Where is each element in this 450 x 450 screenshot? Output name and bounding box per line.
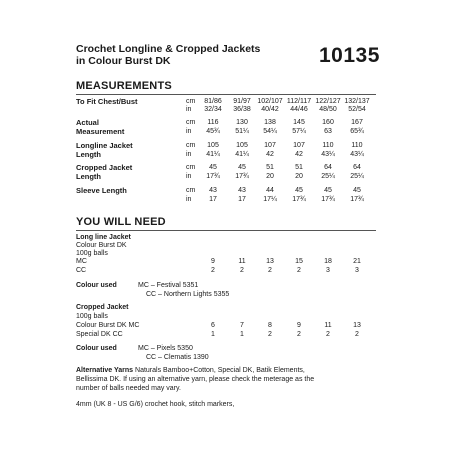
longline-cc-label: CC (76, 267, 87, 274)
chest-cm: 91/97 (233, 98, 251, 105)
longline-in: 43¼ (321, 151, 335, 158)
title-line-1: Crochet Longline & Cropped Jackets (76, 43, 261, 55)
cropped-in: 25¼ (321, 173, 335, 180)
alternative-yarns-list: Naturals Bamboo+Cotton, Special DK, Batik Elements, (133, 367, 305, 374)
actual-in: 65¾ (350, 128, 364, 135)
unit-cm: cm (186, 164, 196, 171)
title-line-2: in Colour Burst DK (76, 55, 171, 67)
row-label-line: Actual (76, 118, 99, 127)
cropped-mc-qty: 9 (297, 322, 301, 329)
actual-in: 54¼ (263, 128, 277, 135)
unit-cm: cm (186, 142, 196, 149)
chest-in: 44/46 (290, 106, 308, 113)
longline-cm: 107 (293, 142, 305, 149)
cropped-in: 20 (266, 173, 274, 180)
sleeve-in: 17¾ (292, 196, 306, 203)
longline-colour-mc: MC – Festival 5351 (138, 282, 199, 289)
actual-cm: 145 (293, 119, 305, 126)
cropped-mc-qty: 11 (324, 322, 332, 329)
longline-mc-label: MC (76, 258, 87, 265)
longline-colour-used-label: Colour used (76, 282, 117, 289)
chest-cm: 102/107 (257, 98, 283, 105)
row-label-line: Longline Jacket (76, 141, 133, 150)
unit-in: in (186, 196, 192, 203)
cropped-mc-qty: 6 (211, 322, 215, 329)
cropped-cm: 51 (295, 164, 303, 171)
cropped-in: 17¾ (235, 173, 249, 180)
sleeve-cm: 43 (238, 187, 246, 194)
row-label-chest: To Fit Chest/Bust (76, 97, 138, 106)
cropped-colour-mc: MC – Pixels 5350 (138, 345, 193, 352)
chest-in: 32/34 (204, 106, 222, 113)
longline-cm: 110 (351, 142, 363, 149)
longline-balls: 100g balls (76, 250, 108, 257)
unit-cm: cm (186, 98, 196, 105)
cropped-title: Cropped Jacket (76, 304, 129, 311)
cropped-cc-qty: 2 (297, 331, 301, 338)
cropped-in: 25¼ (350, 173, 364, 180)
alternative-yarns-line-2: Bellissima DK. If using an alternative yarn, please check the meterage as the (76, 376, 315, 383)
sleeve-cm: 44 (266, 187, 274, 194)
chest-cm: 122/127 (315, 98, 341, 105)
longline-in: 42 (295, 151, 303, 158)
cropped-mc-label: Colour Burst DK MC (76, 322, 140, 329)
actual-cm: 138 (264, 119, 276, 126)
cropped-mc-qty: 13 (353, 322, 361, 329)
cropped-cc-label: Special DK CC (76, 331, 123, 338)
sleeve-in: 17 (209, 196, 217, 203)
row-label-actual (76, 118, 124, 136)
actual-cm: 167 (351, 119, 363, 126)
longline-in: 43¼ (350, 151, 364, 158)
actual-cm: 130 (236, 119, 248, 126)
cropped-cm: 64 (353, 164, 361, 171)
cropped-cm: 64 (324, 164, 332, 171)
longline-mc-qty: 18 (324, 258, 332, 265)
actual-in: 57¼ (292, 128, 306, 135)
cropped-in: 20 (295, 173, 303, 180)
unit-cm: cm (186, 119, 196, 126)
measurements-divider (76, 94, 376, 95)
cropped-cc-qty: 2 (326, 331, 330, 338)
sleeve-cm: 43 (209, 187, 217, 194)
sleeve-in: 17¼ (263, 196, 277, 203)
actual-in: 63 (324, 128, 332, 135)
row-label-line: Measurement (76, 127, 125, 136)
chest-cm: 112/117 (286, 98, 312, 105)
longline-cm: 105 (207, 142, 219, 149)
longline-in: 41¼ (206, 151, 220, 158)
cropped-mc-qty: 8 (268, 322, 272, 329)
longline-cm: 105 (236, 142, 248, 149)
chest-in: 52/54 (348, 106, 366, 113)
sleeve-in: 17¾ (321, 196, 335, 203)
longline-mc-qty: 9 (211, 258, 215, 265)
cropped-mc-qty: 7 (240, 322, 244, 329)
you-will-need-divider (76, 230, 376, 231)
unit-in: in (186, 106, 192, 113)
longline-mc-qty: 15 (295, 258, 303, 265)
cropped-cc-qty: 1 (211, 331, 215, 338)
actual-in: 45¾ (206, 128, 220, 135)
longline-in: 41¼ (235, 151, 249, 158)
cropped-cc-qty: 2 (268, 331, 272, 338)
hook-and-notions: 4mm (UK 8 - US G/6) crochet hook, stitch markers, (76, 401, 235, 408)
sleeve-cm: 45 (353, 187, 361, 194)
cropped-cc-qty: 2 (355, 331, 359, 338)
sleeve-cm: 45 (295, 187, 303, 194)
alternative-yarns-line-3: number of balls needed may vary. (76, 385, 181, 392)
longline-cc-qty: 3 (355, 267, 359, 274)
row-label-line: Length (76, 150, 101, 159)
you-will-need-heading: YOU WILL NEED (76, 216, 166, 228)
sleeve-in: 17 (238, 196, 246, 203)
unit-in: in (186, 151, 192, 158)
chest-in: 36/38 (233, 106, 251, 113)
row-label-cropped-length (76, 163, 132, 181)
actual-cm: 116 (207, 119, 219, 126)
longline-cm: 107 (264, 142, 276, 149)
longline-title: Long line Jacket (76, 234, 131, 241)
alternative-yarns-label: Alternative Yarns (76, 367, 134, 374)
row-label-line: Length (76, 172, 101, 181)
alternative-yarns-line-1 (76, 366, 305, 375)
longline-mc-qty: 21 (353, 258, 361, 265)
unit-in: in (186, 173, 192, 180)
longline-in: 42 (266, 151, 274, 158)
longline-cc-qty: 2 (211, 267, 215, 274)
pattern-title (76, 43, 260, 67)
unit-cm: cm (186, 187, 196, 194)
chest-in: 48/50 (319, 106, 337, 113)
longline-cc-qty: 2 (268, 267, 272, 274)
cropped-cm: 45 (238, 164, 246, 171)
cropped-colour-cc: CC – Clematis 1390 (146, 354, 209, 361)
cropped-cm: 45 (209, 164, 217, 171)
sleeve-cm: 45 (324, 187, 332, 194)
cropped-balls: 100g balls (76, 313, 108, 320)
sleeve-in: 17¾ (350, 196, 364, 203)
chest-in: 40/42 (261, 106, 279, 113)
chest-cm: 81/86 (204, 98, 222, 105)
actual-cm: 160 (322, 119, 334, 126)
cropped-cm: 51 (266, 164, 274, 171)
cropped-cc-qty: 1 (240, 331, 244, 338)
longline-mc-qty: 11 (238, 258, 246, 265)
longline-cc-qty: 2 (297, 267, 301, 274)
longline-cc-qty: 2 (240, 267, 244, 274)
unit-in: in (186, 128, 192, 135)
row-label-sleeve: Sleeve Length (76, 186, 127, 195)
measurements-heading: MEASUREMENTS (76, 80, 172, 92)
row-label-longline-length (76, 141, 133, 159)
longline-colour-cc: CC – Northern Lights 5355 (146, 291, 230, 298)
longline-cc-qty: 3 (326, 267, 330, 274)
longline-mc-qty: 13 (266, 258, 274, 265)
longline-cm: 110 (322, 142, 334, 149)
row-label-line: Cropped Jacket (76, 163, 133, 172)
actual-in: 51¼ (235, 128, 249, 135)
longline-yarn: Colour Burst DK (76, 242, 127, 249)
pattern-number: 10135 (319, 44, 380, 67)
chest-cm: 132/137 (344, 98, 370, 105)
cropped-colour-used-label: Colour used (76, 345, 117, 352)
cropped-in: 17¾ (206, 173, 220, 180)
